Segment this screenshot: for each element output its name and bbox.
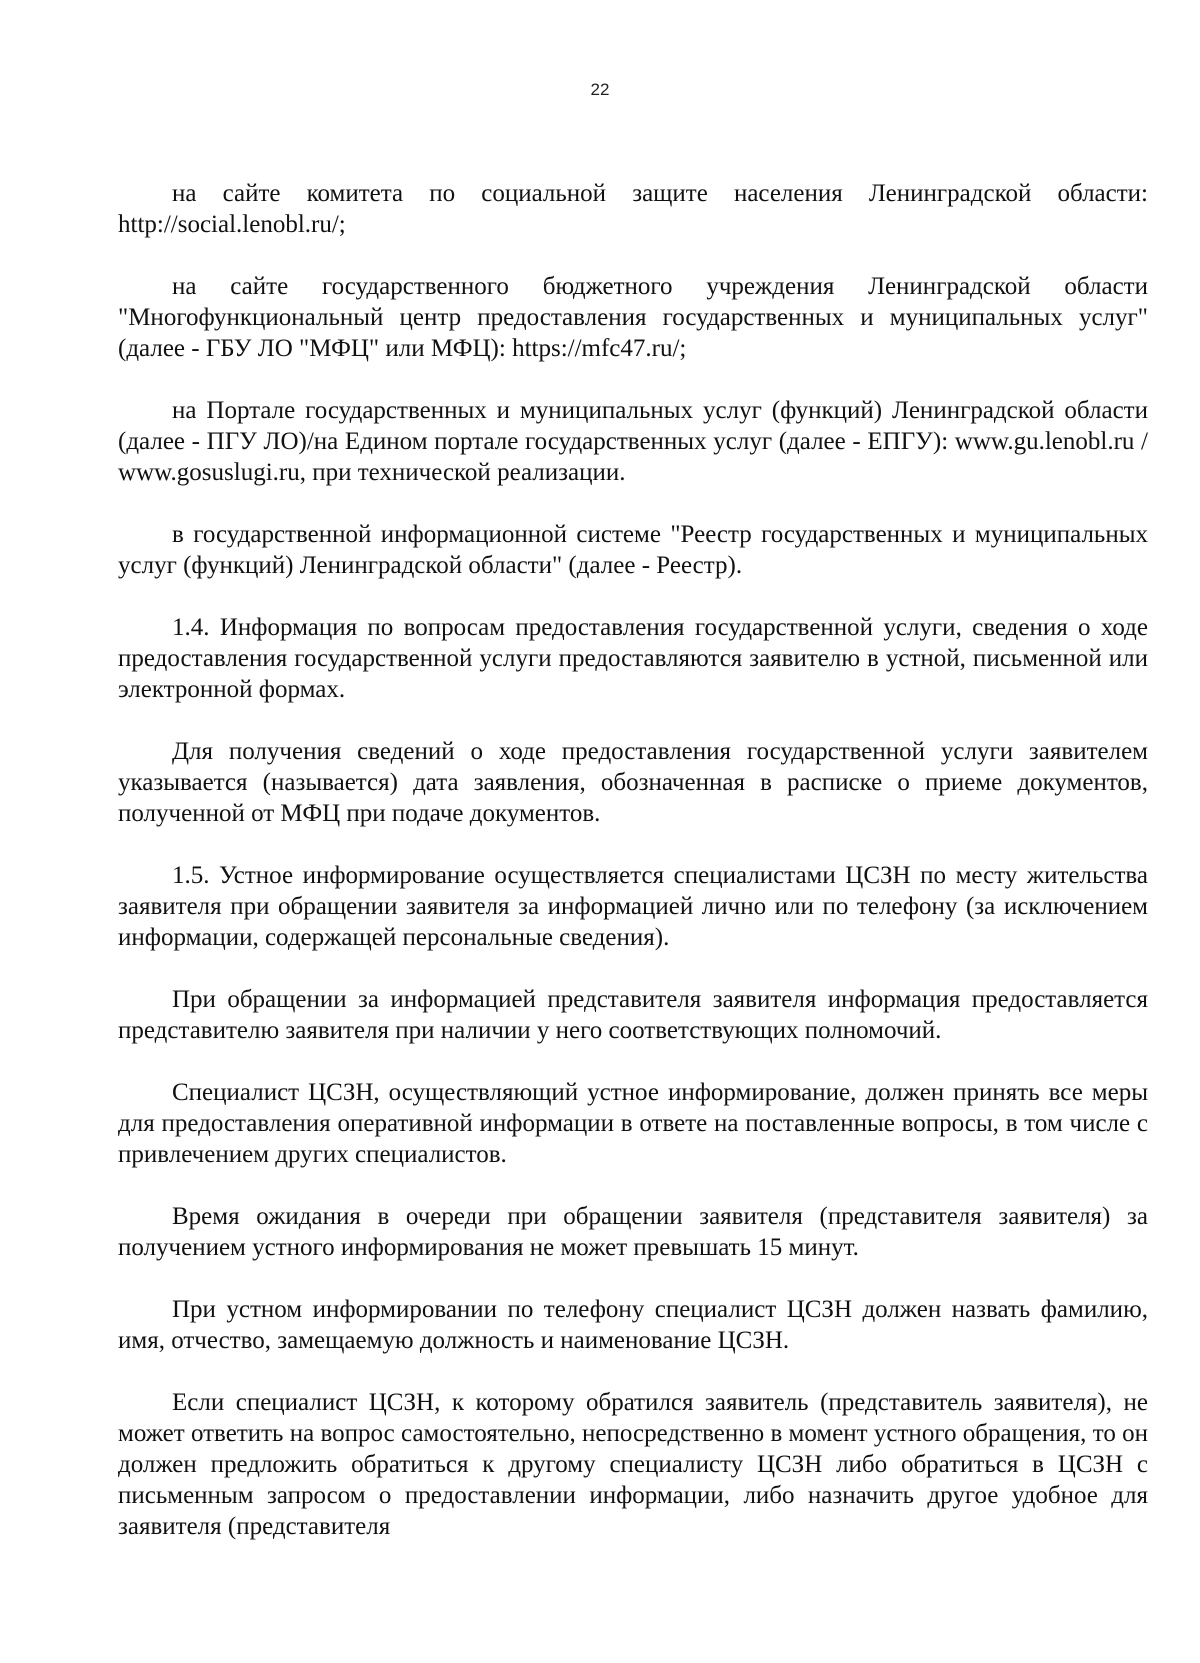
paragraph-phone-info: При устном информировании по телефону специалист ЦСЗН должен назвать фамилию, имя, отчество, замещаемую должность и наименование ЦСЗН. [118, 1296, 1148, 1354]
paragraph-representative: При обращении за информацией представителя заявителя информация предоставляется представителю заявителя при наличии у него соответствующих полномочий. [118, 986, 1148, 1044]
paragraph-mfc-site: на сайте государственного бюджетного учреждения Ленинградской области "Многофункциональный центр предоставления государственных и муниципальных услуг" (далее - ГБУ ЛО "МФЦ" или МФЦ): https://mfc47.ru/; [118, 273, 1148, 362]
paragraph-portal: на Портале государственных и муниципальных услуг (функций) Ленинградской области (далее - ПГУ ЛО)/на Едином портале государственных услуг (далее - ЕПГУ): www.gu.lenobl.ru / www.gosuslugi.ru, при технической реализации. [118, 397, 1148, 486]
paragraph-committee-site: на сайте комитета по социальной защите населения Ленинградской области: http://social.lenobl.ru/; [118, 180, 1148, 238]
page-number: 22 [590, 80, 610, 99]
paragraph-1-4: 1.4. Информация по вопросам предоставления государственной услуги, сведения о ходе предоставления государственной услуги предоставляются заявителю в устной, письменной или электронной формах. [118, 614, 1148, 703]
paragraph-redirect: Если специалист ЦСЗН, к которому обратился заявитель (представитель заявителя), не может ответить на вопрос самостоятельно, непосредственно в момент устного обращения, то он должен предложить обратиться к другому специалисту ЦСЗН либо обратиться в ЦСЗН с письменным запросом о предоставлении информации, либо назначить другое удобное для заявителя (представителя [118, 1389, 1148, 1540]
paragraph-waiting-time: Время ожидания в очереди при обращении заявителя (представителя заявителя) за получением устного информирования не может превышать 15 минут. [118, 1203, 1148, 1261]
paragraph-specialist-measures: Специалист ЦСЗН, осуществляющий устное информирование, должен принять все меры для предоставления оперативной информации в ответе на поставленные вопросы, в том числе с привлечением других специалистов. [118, 1079, 1148, 1168]
paragraph-1-5: 1.5. Устное информирование осуществляется специалистами ЦСЗН по месту жительства заявителя при обращении заявителя за информацией лично или по телефону (за исключением информации, содержащей персональные сведения). [118, 862, 1148, 951]
paragraph-registry: в государственной информационной системе "Реестр государственных и муниципальных услуг (функций) Ленинградской области" (далее - Реестр). [118, 521, 1148, 579]
paragraph-status-info: Для получения сведений о ходе предоставления государственной услуги заявителем указывается (называется) дата заявления, обозначенная в расписке о приеме документов, полученной от МФЦ при подаче документов. [118, 738, 1148, 827]
document-body [118, 178, 1148, 1573]
